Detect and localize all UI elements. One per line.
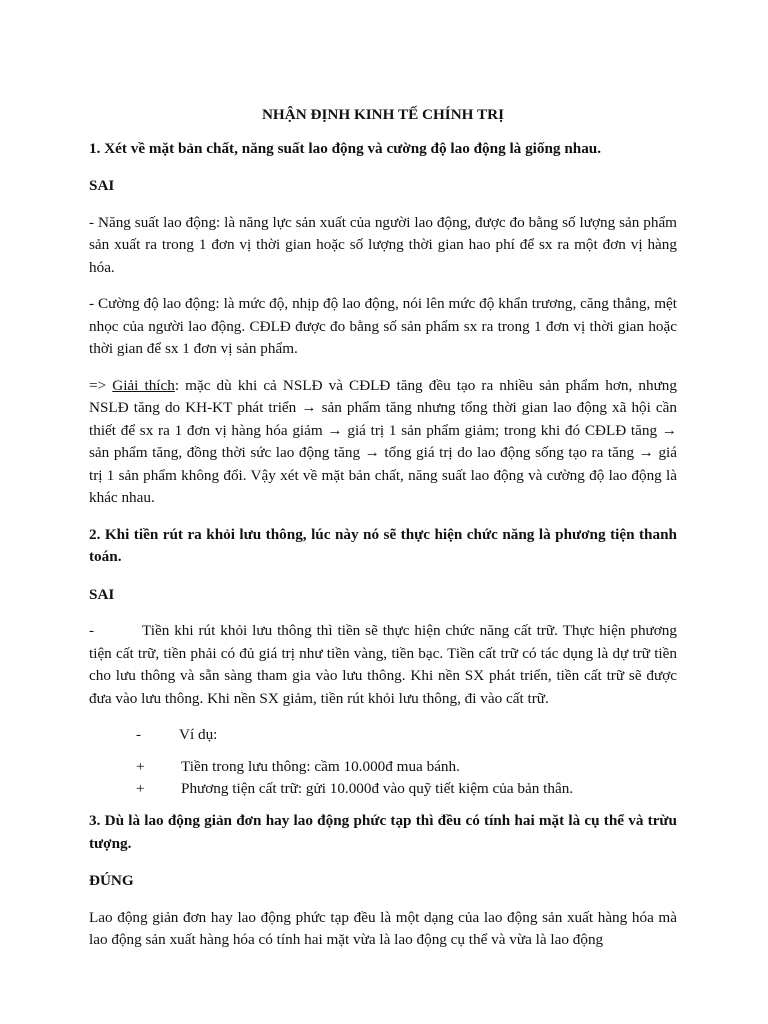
explanation-arrow: => xyxy=(89,376,113,394)
answer-2: SAI xyxy=(89,585,115,603)
paragraph-dash: - xyxy=(89,622,95,639)
example-list xyxy=(89,724,677,800)
answer-1: SAI xyxy=(89,177,115,194)
list-item xyxy=(89,778,677,800)
explanation-label: Giải thích xyxy=(112,376,175,394)
paragraph-labor: Lao động giản đơn hay lao động phức tạp đều là một dạng của lao động sản xuất hàng hóa mà lao động sản xuất hàng hóa có tính hai mặt vừa là lao động cụ thể và vừa là lao động xyxy=(89,908,677,948)
list-item-text: Tiền trong lưu thông: cầm 10.000đ mua bánh. xyxy=(181,758,460,775)
list-item-text: Phương tiện cất trữ: gửi 10.000đ vào quỹ tiết kiệm của bản thân. xyxy=(181,780,574,797)
paragraph-productivity: - Năng suất lao động: là năng lực sản xuất của người lao động, được đo bằng số lượng sản phẩm sản xuất ra trong 1 đơn vị thời gian hoặc số lượng thời gian hao phí để sx ra một đơn vị hàng hóa. xyxy=(89,213,677,276)
example-label: Ví dụ: xyxy=(179,726,218,743)
paragraph-hoarding-text: Tiền khi rút khỏi lưu thông thì tiền sẽ thực hiện chức năng cất trữ. Thực hiện phương tiện cất trữ, tiền phải có đủ giá trị như tiền vàng, tiền bạc. Tiền cất trữ có tác dụng là dự trữ tiền cho lưu thông và sẵn sàng tham gia vào lưu thông. Khi nền SX phát triển, tiền cất trữ sẽ được đưa vào lưu thông. Khi nền SX giảm, tiền rút khỏi lưu thông, đi vào cất trữ. xyxy=(89,622,677,707)
explanation-text: : mặc dù khi cả NSLĐ và CĐLĐ tăng đều tạo ra nhiều sản phẩm hơn, nhưng NSLĐ tăng do KH-KT phát triển → sản phẩm tăng nhưng tổng thời gian lao động xã hội cần thiết để sx ra 1 đơn vị hàng hóa giảm → giá trị 1 sản phẩm giảm; trong khi đó CĐLĐ tăng → sản phẩm tăng, đồng thời sức lao động tăng → tổng giá trị do lao động sống tạo ra tăng → giá trị 1 sản phẩm không đổi. Vậy xét về mặt bản chất, năng suất lao động và cường độ lao động là khác nhau. xyxy=(89,376,677,506)
question-3: 3. Dù là lao động giản đơn hay lao động phức tạp thì đều có tính hai mặt là cụ thể và trừu tượng. xyxy=(89,812,677,852)
question-1: 1. Xét về mặt bản chất, năng suất lao động và cường độ lao động là giống nhau. xyxy=(89,139,602,157)
answer-3: ĐÚNG xyxy=(89,872,134,889)
example-heading xyxy=(89,724,677,746)
list-item xyxy=(89,756,677,778)
example-dash: - xyxy=(136,726,142,743)
paragraph-hoarding xyxy=(89,620,677,710)
document-title: NHẬN ĐỊNH KINH TẾ CHÍNH TRỊ xyxy=(261,106,505,123)
question-2: 2. Khi tiền rút ra khỏi lưu thông, lúc này nó sẽ thực hiện chức năng là phương tiện thanh toán. xyxy=(89,525,677,565)
list-bullet: + xyxy=(136,758,145,775)
paragraph-intensity: - Cường độ lao động: là mức độ, nhịp độ lao động, nói lên mức độ khẩn trương, căng thẳng, mệt nhọc của người lao động. CĐLĐ được đo bằng số sản phẩm sx ra trong 1 đơn vị thời gian hoặc thời gian để sx 1 đơn vị sản phẩm. xyxy=(89,295,677,357)
paragraph-explanation xyxy=(89,375,677,510)
list-bullet: + xyxy=(136,780,145,797)
